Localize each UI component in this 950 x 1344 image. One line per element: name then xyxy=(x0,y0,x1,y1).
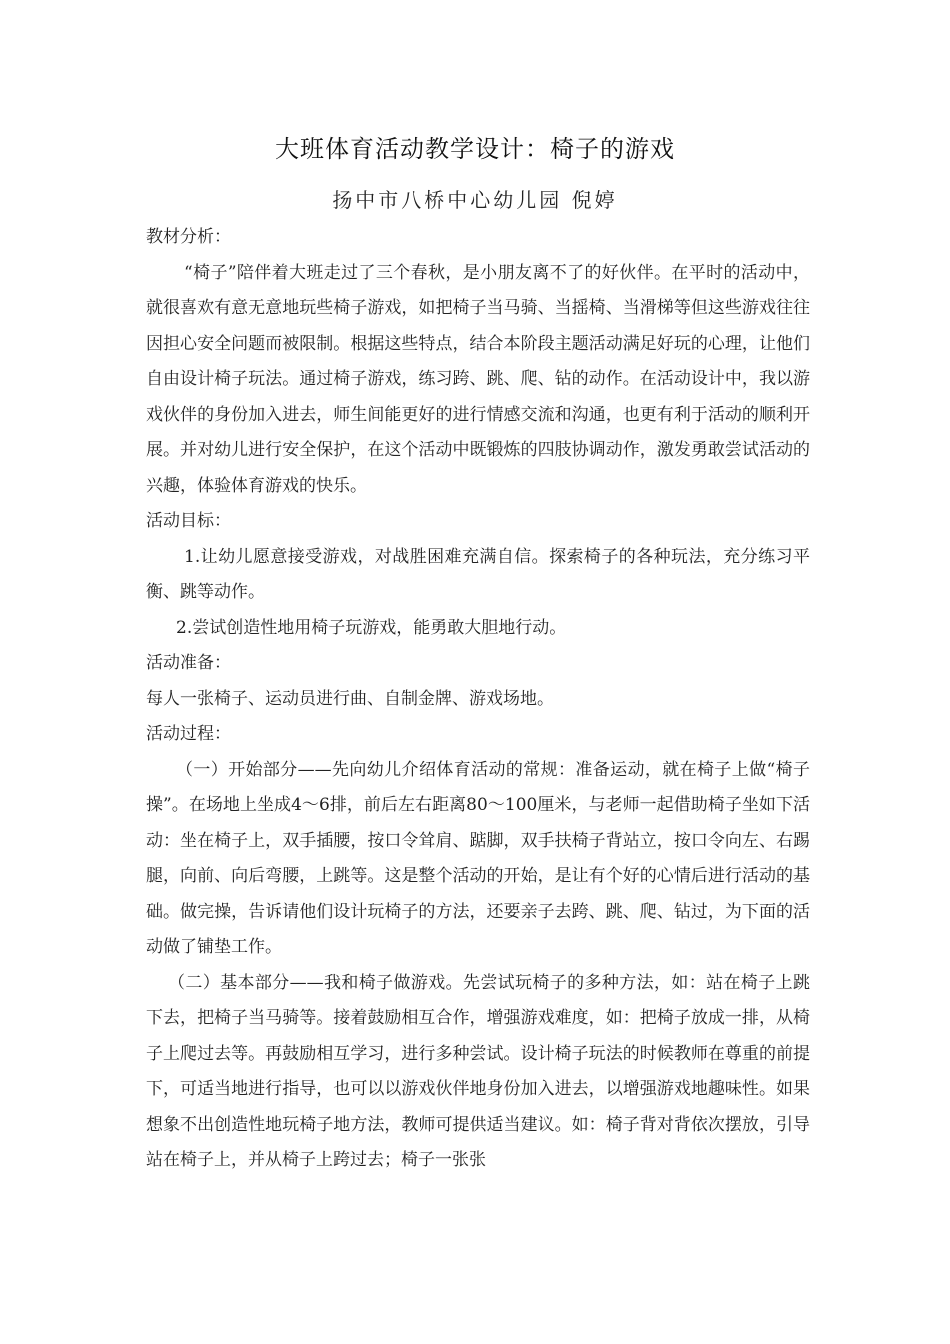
section-heading-goals: 活动目标： xyxy=(146,511,231,531)
section-heading-analysis: 教材分析： xyxy=(146,227,231,247)
paragraph-process-start: （一）开始部分——先向幼儿介绍体育活动的常规：准备运动，就在椅子上做“椅子操”。在场地上坐成4～6排，前后左右距离80～100厘米，与老师一起借助椅子坐如下活动：坐在椅子上，双手插腰，按口令耸肩、踮脚，双手扶椅子背站立，按口令向左、右踢腿，向前、向后弯腰，上跳等。这是整个活动的开始，是让有个好的心情后进行活动的基础。做完操，告诉请他们设计玩椅子的方法，还要亲子去跨、跳、爬、钻过，为下面的活动做了铺垫工作。 xyxy=(146,759,810,957)
paragraph-goal-2: 2.尝试创造性地用椅子玩游戏，能勇敢大胆地行动。 xyxy=(176,617,567,638)
section-heading-process: 活动过程： xyxy=(146,724,231,744)
paragraph-process-basic: （二）基本部分——我和椅子做游戏。先尝试玩椅子的多种方法，如：站在椅子上跳下去，把椅子当马骑等。接着鼓励相互合作，增强游戏难度，如：把椅子放成一排，从椅子上爬过去等。再鼓励相互学习，进行多种尝试。设计椅子玩法的时候教师在尊重的前提下，可适当地进行指导，也可以以游戏伙伴地身份加入进去，以增强游戏地趣味性。如果想象不出创造性地玩椅子地方法，教师可提供适当建议。如：椅子背对背依次摆放，引导站在椅子上，并从椅子上跨过去；椅子一张张 xyxy=(146,972,810,1170)
paragraph-preparation: 每人一张椅子、运动员进行曲、自制金牌、游戏场地。 xyxy=(146,688,554,709)
document-author: 扬中市八桥中心幼儿园 倪婷 xyxy=(332,188,618,212)
section-heading-preparation: 活动准备： xyxy=(146,653,231,673)
paragraph-analysis: “椅子”陪伴着大班走过了三个春秋，是小朋友离不了的好伙伴。在平时的活动中，就很喜欢有意无意地玩些椅子游戏，如把椅子当马骑、当摇椅、当滑梯等但这些游戏往往因担心安全问题而被限制。根据这些特点，结合本阶段主题活动满足好玩的心理，让他们自由设计椅子玩法。通过椅子游戏，练习跨、跳、爬、钻的动作。在活动设计中，我以游戏伙伴的身份加入进去，师生间能更好的进行情感交流和沟通，也更有利于活动的顺利开展。并对幼儿进行安全保护，在这个活动中既锻炼的四肢协调动作，激发勇敢尝试活动的兴趣，体验体育游戏的快乐。 xyxy=(146,262,810,496)
document-title: 大班体育活动教学设计：椅子的游戏 xyxy=(275,135,675,163)
document-body xyxy=(146,220,810,1179)
paragraph-goal-1: 1.让幼儿愿意接受游戏，对战胜困难充满自信。探索椅子的各种玩法，充分练习平衡、跳等动作。 xyxy=(146,546,810,602)
